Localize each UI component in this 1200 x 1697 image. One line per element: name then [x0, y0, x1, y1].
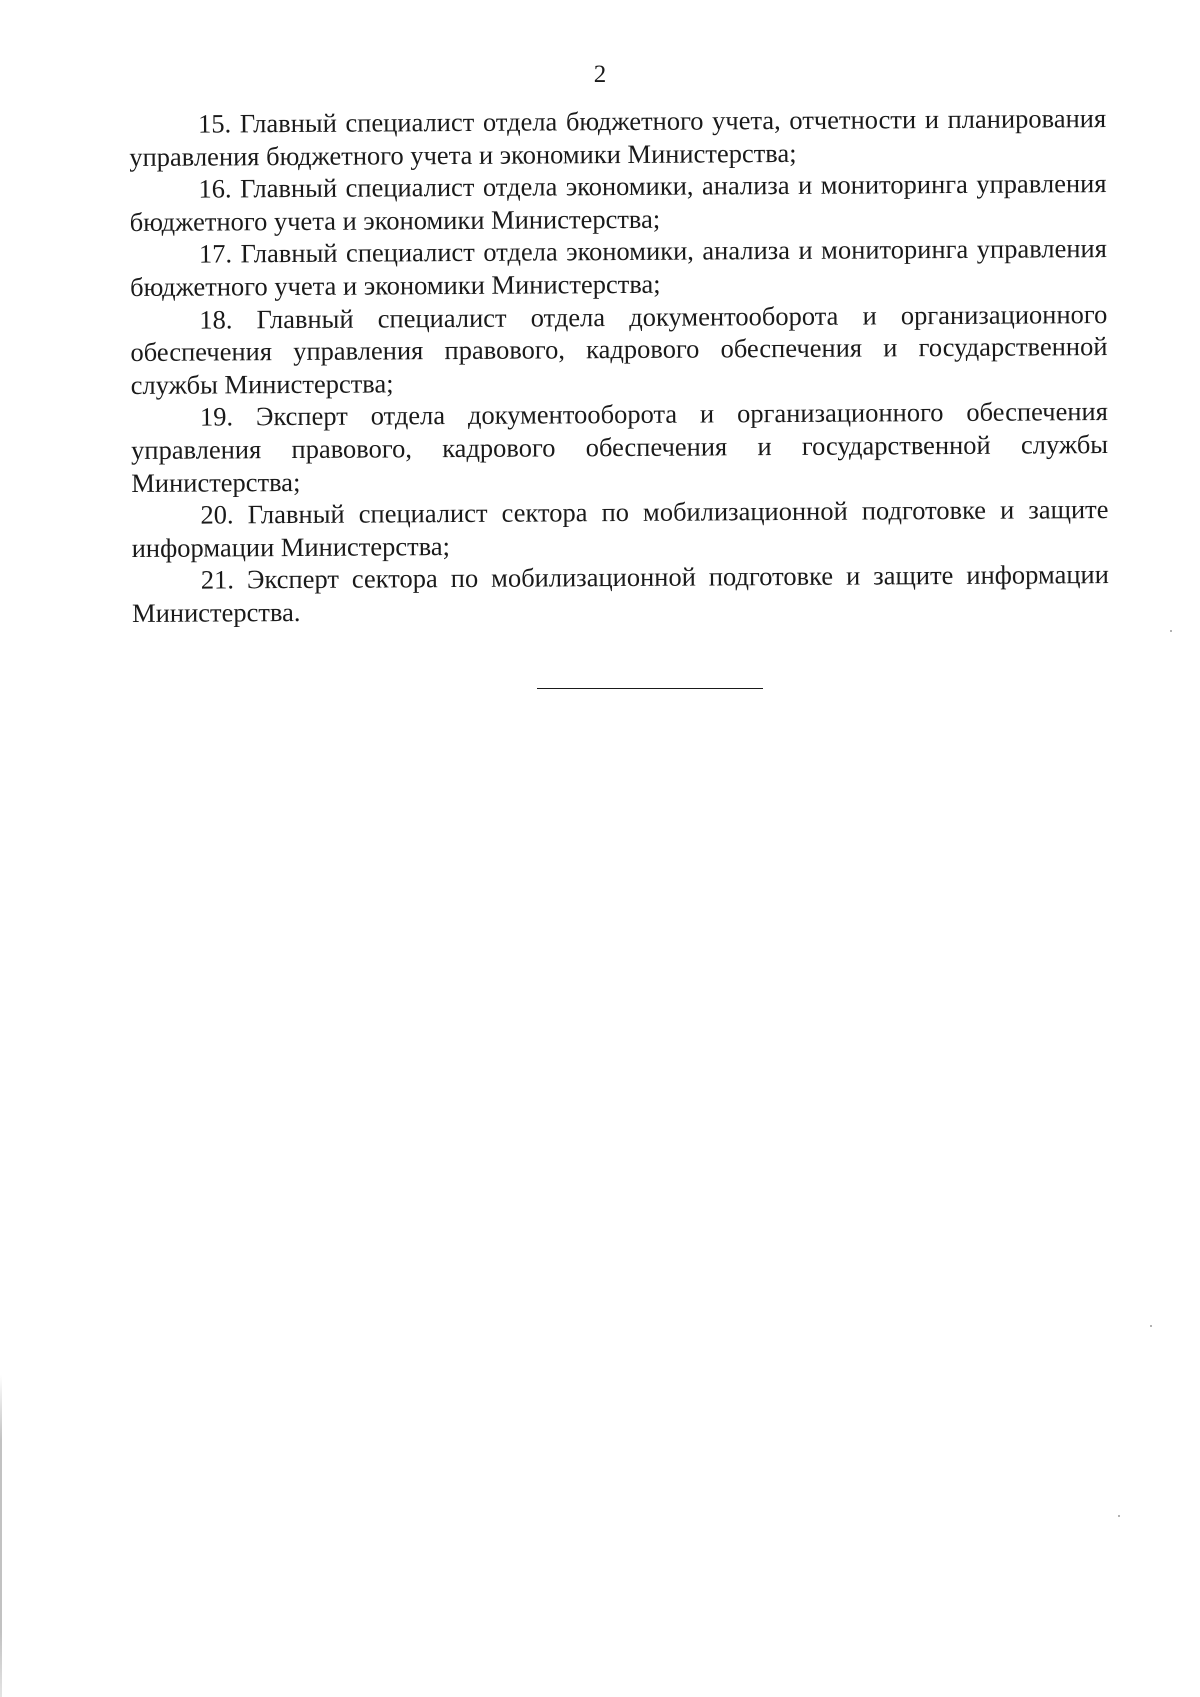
scan-speck — [1118, 1515, 1120, 1517]
scan-speck — [1170, 630, 1172, 632]
position-list — [129, 102, 1109, 629]
list-item: 18. Главный специалист отдела документооборота и организационного обеспечения управления правового, кадрового обеспечения и государственной службы Министерства; — [130, 298, 1108, 400]
scan-speck — [1150, 1325, 1152, 1327]
list-item: 15. Главный специалист отдела бюджетного учета, отчетности и планирования управления бюджетного учета и экономики Министерства; — [129, 103, 1107, 172]
end-of-document-line — [537, 688, 763, 689]
scan-edge-artifact — [0, 1375, 2, 1697]
list-item: 20. Главный специалист сектора по мобилизационной подготовке и защите информации Министерства; — [131, 494, 1109, 563]
page-number: 2 — [593, 61, 607, 88]
list-item: 19. Эксперт отдела документооборота и организационного обеспечения управления правового, кадрового обеспечения и государственной службы Министерства; — [130, 396, 1109, 498]
list-item: 17. Главный специалист отдела экономики, анализа и мониторинга управления бюджетного учета и экономики Министерства; — [130, 233, 1107, 302]
list-item: 21. Эксперт сектора по мобилизационной подготовке и защите информации Министерства. — [131, 559, 1109, 628]
list-item: 16. Главный специалист отдела экономики, анализа и мониторинга управления бюджетного учета и экономики Министерства; — [129, 168, 1107, 237]
